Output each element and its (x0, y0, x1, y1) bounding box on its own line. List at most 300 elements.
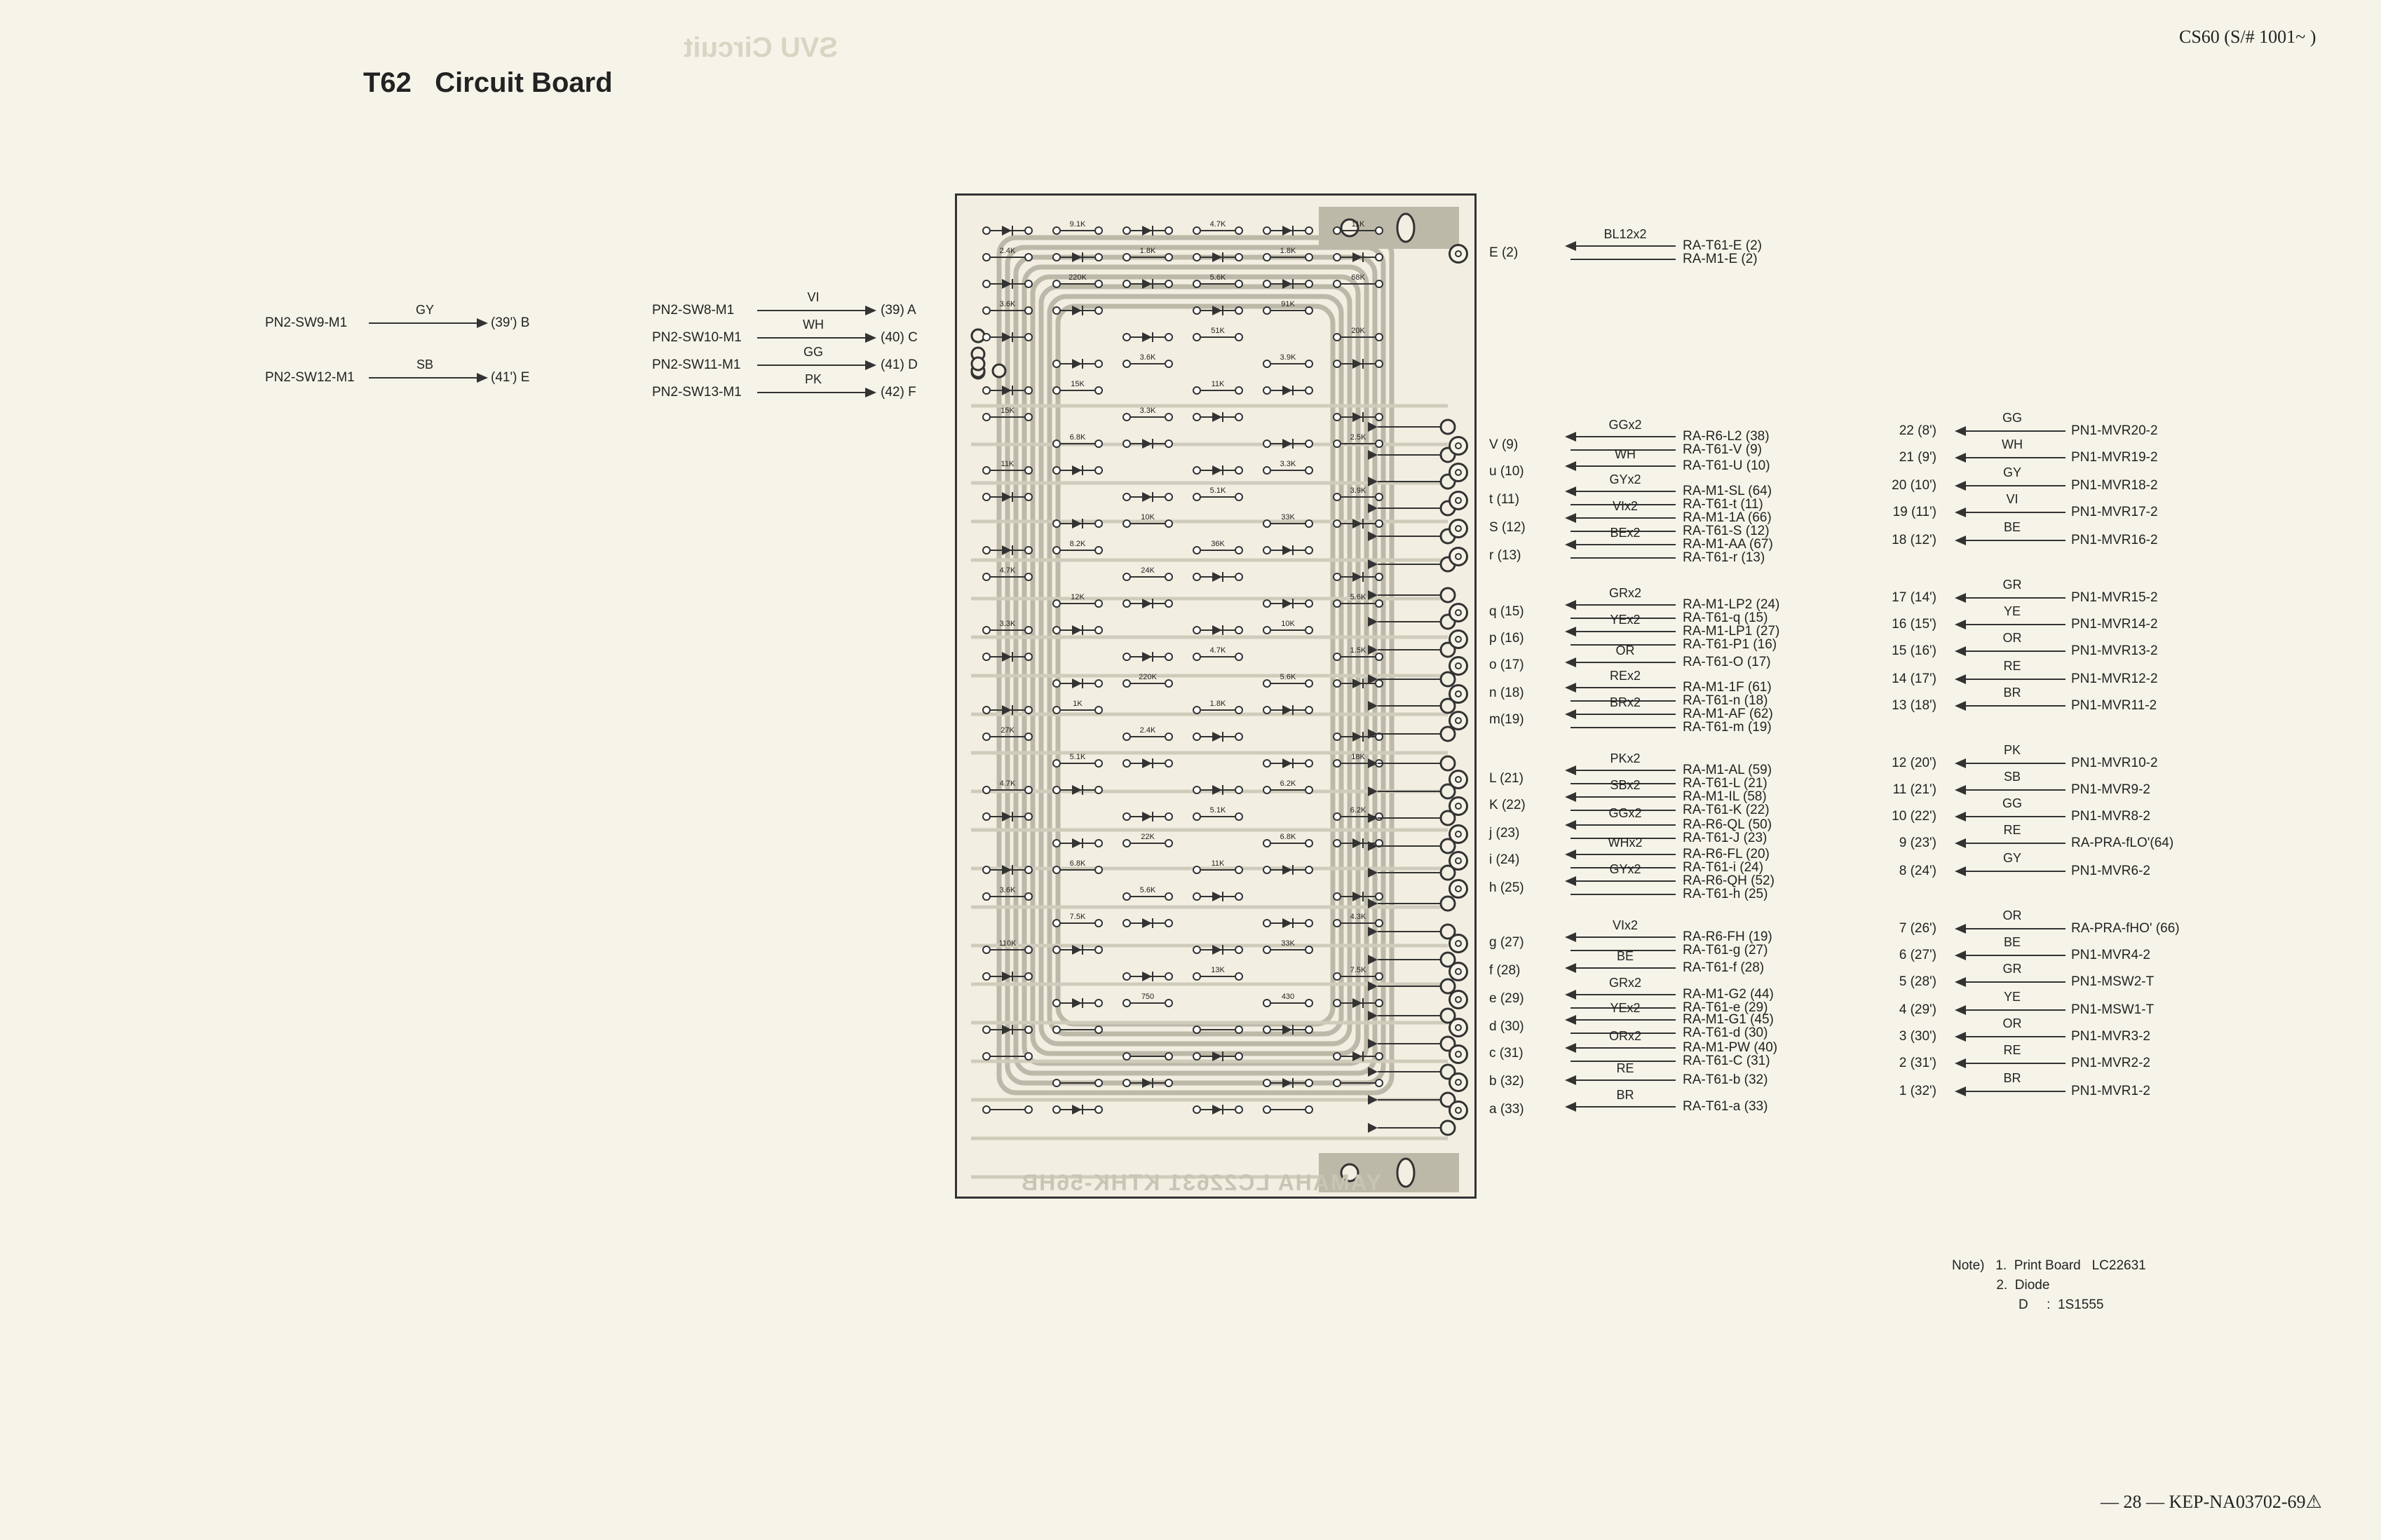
component-pad (1193, 1053, 1200, 1060)
mid-wire-from: PN2-SW10-M1 (652, 330, 742, 345)
component-pad (1123, 840, 1130, 847)
far-right-line (1960, 485, 2065, 486)
left-wire-to: (41') E (491, 370, 530, 385)
resistor-value: 3.9K (1280, 353, 1296, 362)
terminal-pad (1449, 770, 1468, 789)
far-right-line (1960, 540, 2065, 541)
component-pad (1165, 973, 1172, 980)
component-pad (1095, 547, 1102, 554)
component-pad (1263, 440, 1270, 447)
resistor-value: 4.7K (999, 779, 1016, 788)
component-pad (1095, 627, 1102, 634)
component-pad (1025, 227, 1032, 234)
component-pad (1123, 733, 1130, 740)
resistor-value: 110K (998, 939, 1017, 948)
resistor-value: 33K (1281, 513, 1295, 522)
far-right-color: GR (2002, 578, 2022, 592)
component-pad (1025, 707, 1032, 714)
terminal-label: r (13) (1489, 548, 1521, 563)
component-pad (1334, 680, 1341, 687)
component-pad (1123, 973, 1130, 980)
component-pad (1123, 760, 1130, 767)
diode-symbol (1282, 439, 1292, 449)
component-pad (1095, 786, 1102, 793)
far-right-color: PK (2003, 743, 2021, 757)
right-group-line (1571, 557, 1676, 559)
diode-symbol (1142, 1078, 1152, 1088)
component-pad (1095, 307, 1102, 314)
page-footer: — 28 — KEP-NA03702-69⚠ (2101, 1492, 2322, 1512)
right-group-dest: RA-T61-J (23) (1683, 831, 1768, 845)
component-pad (1334, 440, 1341, 447)
far-right-pin: 10 (22') (1892, 809, 1936, 824)
right-group-line (1571, 436, 1676, 437)
component-pad (1165, 760, 1172, 767)
terminal-pad (1449, 436, 1468, 456)
component-pad (1053, 467, 1060, 474)
far-right-dest: PN1-MVR3-2 (2071, 1029, 2150, 1044)
component-pad (1334, 1053, 1341, 1060)
terminal-label: g (27) (1489, 935, 1524, 950)
far-right-line (1960, 789, 2065, 791)
component-pad (1263, 387, 1270, 394)
right-group-dest: RA-R6-QH (52) (1683, 873, 1775, 888)
far-right-line (1960, 1036, 2065, 1037)
terminal-label: i (24) (1489, 852, 1520, 867)
diode-symbol (1352, 252, 1362, 262)
terminal-label: a (33) (1489, 1102, 1524, 1117)
component-pad (1053, 760, 1060, 767)
far-right-dest: PN1-MVR17-2 (2071, 505, 2158, 519)
edge-hole (993, 364, 1005, 377)
component-pad (1305, 254, 1312, 261)
far-right-dest: PN1-MVR12-2 (2071, 672, 2158, 686)
component-pad (1193, 813, 1200, 820)
diode-symbol (1282, 865, 1292, 875)
component-pad (1123, 280, 1130, 287)
right-group-dest: RA-T61-S (12) (1683, 524, 1770, 538)
far-right-pin: 6 (27') (1899, 948, 1936, 962)
resistor-value: 6.8K (1069, 859, 1086, 868)
mid-wire-line (757, 337, 869, 339)
component-pad (1025, 573, 1032, 580)
component-pad (1263, 520, 1270, 527)
far-right-line (1960, 1063, 2065, 1064)
far-right-dest: PN1-MVR8-2 (2071, 809, 2150, 824)
terminal-pad (1449, 603, 1468, 622)
resistor-value: 27K (1000, 726, 1015, 735)
component-pad (983, 707, 990, 714)
resistor-value: 2.4K (1139, 726, 1156, 735)
component-pad (1053, 840, 1060, 847)
component-pad (1305, 440, 1312, 447)
board-edge-pad (1441, 756, 1455, 770)
right-group-line (1571, 631, 1676, 632)
component-pad (1165, 840, 1172, 847)
component-pad (1095, 227, 1102, 234)
component-pad (1334, 600, 1341, 607)
component-pad (1263, 786, 1270, 793)
component-pad (1305, 840, 1312, 847)
right-group-dest: RA-M1-1F (61) (1683, 680, 1772, 695)
left-wire-color: SB (416, 357, 433, 372)
component-pad (1305, 387, 1312, 394)
right-group-line (1571, 517, 1676, 519)
component-pad (1123, 414, 1130, 421)
right-group-line (1571, 604, 1676, 606)
resistor-value: 5.6K (1350, 593, 1366, 601)
component-pad (983, 946, 990, 953)
board-edge-pad (1441, 897, 1455, 911)
right-group-dest: RA-M1-G2 (44) (1683, 987, 1774, 1002)
component-pad (1235, 307, 1242, 314)
right-group-color: OR (1615, 643, 1635, 657)
component-pad (1193, 1106, 1200, 1113)
component-pad (1263, 600, 1270, 607)
component-pad (983, 973, 990, 980)
far-right-color: BR (2003, 1071, 2021, 1085)
component-pad (983, 813, 990, 820)
terminal-pad (1449, 463, 1468, 482)
resistor-value: 430 (1281, 993, 1295, 1001)
far-right-pin: 14 (17') (1892, 672, 1936, 686)
resistor-value: 3.6K (1139, 353, 1156, 362)
component-pad (1123, 254, 1130, 261)
component-pad (1165, 653, 1172, 660)
component-pad (1305, 760, 1312, 767)
component-pad (1376, 334, 1383, 341)
board-edge-pad (1441, 588, 1455, 602)
right-group-color: PKx2 (1610, 751, 1641, 765)
resistor-value: 1.5K (1350, 646, 1366, 655)
left-wire-from: PN2-SW12-M1 (265, 370, 355, 385)
component-pad (1193, 547, 1200, 554)
component-pad (1305, 467, 1312, 474)
component-pad (1193, 866, 1200, 873)
component-pad (1095, 360, 1102, 367)
diode-symbol (1072, 838, 1082, 848)
resistor-value: 11K (1211, 859, 1225, 868)
terminal-label: h (25) (1489, 880, 1524, 895)
component-pad (1193, 973, 1200, 980)
component-pad (1263, 1000, 1270, 1007)
component-pad (1305, 307, 1312, 314)
far-right-dest: PN1-MVR15-2 (2071, 590, 2158, 605)
mid-wire-arrow (865, 333, 876, 343)
component-pad (1376, 653, 1383, 660)
component-pad (1235, 946, 1242, 953)
component-pad (1334, 733, 1341, 740)
resistor-value: 3.3K (1280, 460, 1296, 468)
component-pad (983, 227, 990, 234)
far-right-line (1960, 1091, 2065, 1092)
diode-symbol (1212, 785, 1222, 795)
component-pad (1095, 866, 1102, 873)
component-pad (1376, 280, 1383, 287)
component-pad (983, 387, 990, 394)
resistor-value: 4.7K (1209, 646, 1226, 655)
component-pad (1053, 1106, 1060, 1113)
terminal-pad (1449, 796, 1468, 816)
left-wire-to: (39') B (491, 315, 530, 330)
component-pad (1123, 1079, 1130, 1086)
component-pad (1025, 1053, 1032, 1060)
component-pad (1235, 573, 1242, 580)
component-pad (1235, 414, 1242, 421)
component-pad (983, 653, 990, 660)
component-pad (1095, 254, 1102, 261)
far-right-dest: PN1-MVR10-2 (2071, 756, 2158, 770)
component-pad (1334, 840, 1341, 847)
far-right-line (1960, 650, 2065, 652)
diode-symbol (1072, 625, 1082, 635)
component-pad (1123, 493, 1130, 500)
mid-wire-color: WH (803, 318, 824, 332)
diode-symbol (1142, 492, 1152, 502)
resistor-value: 5.6K (1209, 273, 1226, 282)
component-pad (1305, 1079, 1312, 1086)
component-pad (1235, 733, 1242, 740)
far-right-line (1960, 981, 2065, 983)
resistor-value: 4.3K (1350, 913, 1366, 921)
component-pad (1305, 600, 1312, 607)
resistor-value: 5.1K (1069, 753, 1086, 761)
right-group-dest: RA-T61-P1 (16) (1683, 637, 1777, 652)
right-group-color: GGx2 (1608, 418, 1642, 432)
component-pad (1053, 254, 1060, 261)
component-pad (1123, 573, 1130, 580)
far-right-line (1960, 1009, 2065, 1011)
component-pad (1305, 280, 1312, 287)
right-group-dest: RA-R6-QL (50) (1683, 817, 1772, 832)
right-group-color: VIx2 (1612, 918, 1639, 932)
component-pad (1193, 307, 1200, 314)
mid-wire-arrow (865, 306, 876, 315)
diode-symbol (1282, 758, 1292, 768)
diode-symbol (1072, 679, 1082, 688)
component-pad (1334, 254, 1341, 261)
mid-wire-color: GG (803, 345, 823, 359)
right-group-line (1571, 967, 1676, 969)
component-pad (1053, 627, 1060, 634)
right-group-color: REx2 (1609, 669, 1641, 683)
far-right-color: GY (2002, 851, 2021, 865)
terminal-pad (1449, 711, 1468, 730)
right-group-line (1571, 770, 1676, 771)
component-pad (1376, 680, 1383, 687)
right-group-dest: RA-T61-a (33) (1683, 1099, 1768, 1114)
component-pad (1165, 733, 1172, 740)
diode-symbol (1212, 1105, 1222, 1115)
ghost-bleed-title: SVU Circuit (684, 32, 839, 63)
far-right-color: OR (2002, 908, 2022, 922)
component-pad (1235, 893, 1242, 900)
component-pad (1334, 1079, 1341, 1086)
component-pad (983, 280, 990, 287)
far-right-color: BE (2003, 520, 2021, 534)
component-pad (1193, 254, 1200, 261)
component-pad (1376, 973, 1383, 980)
component-pad (1193, 786, 1200, 793)
far-right-color: GR (2002, 962, 2022, 976)
component-pad (983, 866, 990, 873)
far-right-dest: RA-PRA-fHO' (66) (2071, 921, 2180, 936)
right-group-color: GYx2 (1609, 472, 1641, 486)
component-pad (1193, 467, 1200, 474)
far-right-pin: 8 (24') (1899, 864, 1936, 878)
right-group-line (1571, 1019, 1676, 1021)
terminal-label: K (22) (1489, 798, 1526, 812)
resistor-value: 15K (1071, 380, 1085, 388)
right-group-line (1571, 796, 1676, 798)
component-pad (1025, 813, 1032, 820)
component-pad (1334, 360, 1341, 367)
diode-symbol (1072, 785, 1082, 795)
diode-symbol (1212, 732, 1222, 742)
resistor-value: 6.2K (1350, 806, 1366, 815)
far-right-pin: 4 (29') (1899, 1002, 1936, 1017)
component-pad (1095, 440, 1102, 447)
far-right-pin: 2 (31') (1899, 1056, 1936, 1070)
component-pad (1095, 387, 1102, 394)
right-group-color: SBx2 (1610, 778, 1641, 792)
component-pad (1263, 227, 1270, 234)
left-wire-arrow (477, 373, 488, 383)
component-pad (1095, 1079, 1102, 1086)
right-group-line (1571, 1079, 1676, 1081)
component-pad (1025, 653, 1032, 660)
right-group-dest: RA-T61-f (28) (1683, 960, 1765, 975)
component-pad (1376, 520, 1383, 527)
diode-symbol (1072, 998, 1082, 1008)
component-pad (1263, 680, 1270, 687)
component-pad (1165, 1000, 1172, 1007)
far-right-color: OR (2002, 631, 2022, 645)
resistor-value: 51K (1211, 327, 1225, 335)
component-pad (1193, 653, 1200, 660)
resistor-value: 3.6K (999, 886, 1016, 894)
right-group-color: RE (1616, 1061, 1634, 1075)
component-pad (1305, 920, 1312, 927)
component-pad (1123, 520, 1130, 527)
component-pad (1165, 573, 1172, 580)
component-pad (1095, 946, 1102, 953)
page-title: T62 Circuit Board (363, 67, 613, 98)
resistor-value: 750 (1141, 993, 1155, 1001)
component-pad (1263, 760, 1270, 767)
right-group-line (1571, 880, 1676, 882)
terminal-label: u (10) (1489, 464, 1524, 479)
mid-wire-to: (40) C (881, 330, 918, 345)
left-wire-from: PN2-SW9-M1 (265, 315, 348, 330)
far-right-pin: 11 (21') (1892, 782, 1936, 797)
far-right-pin: 9 (23') (1899, 836, 1936, 850)
component-pad (1193, 627, 1200, 634)
right-group-dest: RA-M1-LP2 (24) (1683, 597, 1780, 612)
component-pad (1025, 973, 1032, 980)
component-pad (1165, 493, 1172, 500)
far-right-dest: PN1-MVR2-2 (2071, 1056, 2150, 1070)
component-pad (1334, 414, 1341, 421)
right-group-line (1571, 544, 1676, 545)
component-pad (1095, 280, 1102, 287)
component-pad (1376, 440, 1383, 447)
diode-symbol (1142, 972, 1152, 981)
far-right-pin: 20 (10') (1892, 478, 1936, 493)
component-pad (983, 254, 990, 261)
component-pad (1053, 227, 1060, 234)
right-group-color: GRx2 (1608, 586, 1641, 600)
component-pad (1235, 813, 1242, 820)
far-right-color: GG (2002, 411, 2022, 425)
terminal-pad (1449, 629, 1468, 649)
terminal-label: c (31) (1489, 1046, 1524, 1061)
far-right-line (1960, 679, 2065, 680)
component-pad (1095, 520, 1102, 527)
diode-symbol (1002, 226, 1012, 236)
component-pad (1095, 1000, 1102, 1007)
terminal-pad (1449, 1018, 1468, 1037)
component-pad (1263, 866, 1270, 873)
component-pad (1305, 1000, 1312, 1007)
diode-symbol (1142, 758, 1152, 768)
component-pad (1123, 440, 1130, 447)
component-pad (1305, 627, 1312, 634)
far-right-dest: PN1-MVR9-2 (2071, 782, 2150, 797)
component-pad (1193, 707, 1200, 714)
component-pad (1053, 786, 1060, 793)
component-pad (1095, 920, 1102, 927)
right-group-line (1571, 1047, 1676, 1049)
far-right-color: GG (2002, 796, 2022, 810)
right-group-dest: RA-T61-K (22) (1683, 803, 1770, 817)
component-pad (1025, 946, 1032, 953)
component-pad (1263, 627, 1270, 634)
resistor-value: 18K (1351, 753, 1365, 761)
component-pad (1235, 973, 1242, 980)
resistor-value: 11K (1000, 460, 1015, 468)
resistor-value: 6.2K (1280, 779, 1296, 788)
right-group-dest: RA-T61-b (32) (1683, 1072, 1768, 1087)
right-group-line (1571, 259, 1676, 260)
left-wire-line (369, 322, 481, 324)
component-pad (1263, 1106, 1270, 1113)
resistor-value: 3.9K (1350, 486, 1366, 495)
component-pad (1193, 280, 1200, 287)
right-group-dest: RA-T61-r (13) (1683, 550, 1765, 565)
right-group-dest: RA-T61-i (24) (1683, 860, 1764, 875)
right-group-dest: RA-T61-n (18) (1683, 693, 1768, 708)
component-pad (1025, 893, 1032, 900)
diode-symbol (1142, 652, 1152, 662)
far-right-pin: 13 (18') (1892, 698, 1936, 713)
component-pad (983, 1053, 990, 1060)
component-pad (1193, 946, 1200, 953)
component-pad (1095, 840, 1102, 847)
terminal-label: V (9) (1489, 437, 1519, 452)
resistor-value: 15K (1000, 407, 1015, 415)
component-pad (1165, 1079, 1172, 1086)
component-pad (1263, 1026, 1270, 1033)
edge-hole (972, 329, 984, 342)
far-right-pin: 1 (32') (1899, 1084, 1936, 1098)
component-pad (1165, 520, 1172, 527)
component-pad (1095, 760, 1102, 767)
component-pad (1053, 440, 1060, 447)
mid-wire-arrow (865, 388, 876, 397)
far-right-pin: 17 (14') (1892, 590, 1936, 605)
component-pad (1235, 707, 1242, 714)
